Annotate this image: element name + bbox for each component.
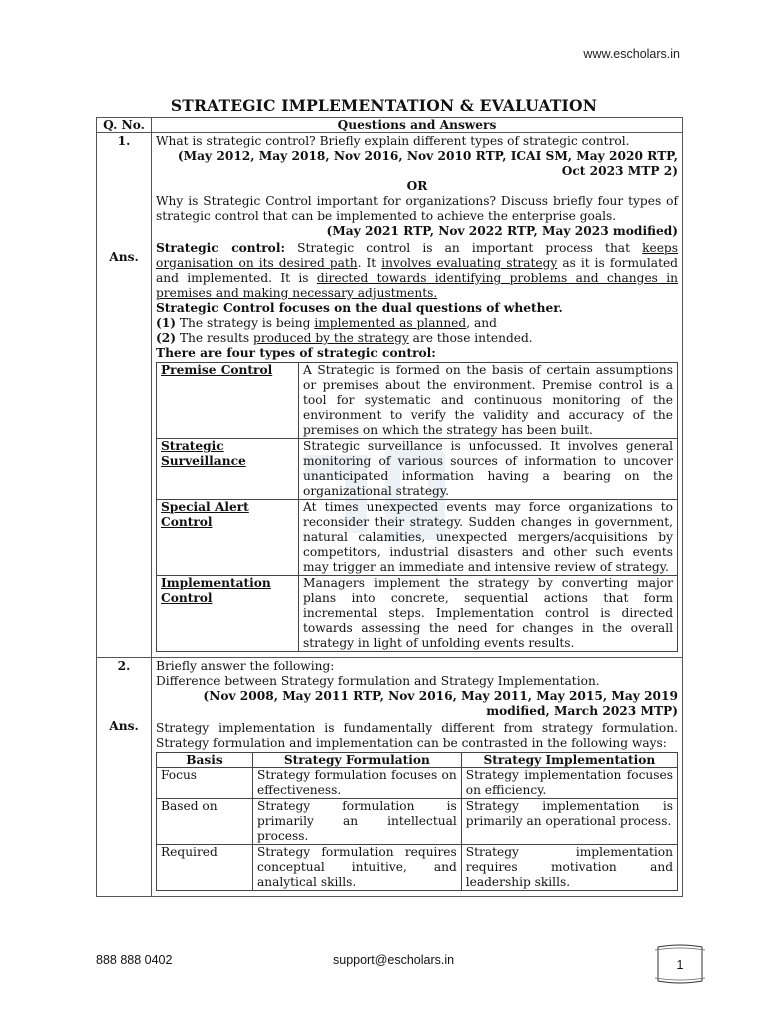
formulation-cell: Strategy formulation is primarily an intellectual process. (253, 799, 462, 845)
footer-email[interactable]: support@escholars.in (333, 953, 455, 967)
question-row-1 (97, 133, 683, 658)
table-row (157, 363, 678, 439)
basis-cell: Focus (157, 768, 253, 799)
control-type-desc: Managers implement the strategy by converting major plans into concrete, sequential actions that form incremental steps. Implementation control is directed towards assessing the need for changes in the overall strategy in light of unfolding events results. (299, 576, 678, 652)
point-number: (1) (156, 316, 177, 330)
column-header: Strategy Formulation (253, 753, 462, 768)
page-title: STRATEGIC IMPLEMENTATION & EVALUATION (170, 96, 598, 115)
qa-header: Questions and Answers (152, 118, 683, 133)
point-text: are those intended. (408, 331, 533, 345)
control-types-table (156, 362, 678, 652)
implementation-cell: Strategy implementation requires motivation and leadership skills. (461, 845, 677, 891)
question-reference: (May 2021 RTP, Nov 2022 RTP, May 2023 modified) (326, 224, 678, 238)
answer-highlight: keeps organisation on its desired path (156, 241, 678, 270)
or-separator: OR (406, 179, 428, 193)
footer-phone[interactable]: 888 888 0402 (96, 953, 173, 967)
types-heading: There are four types of strategic control: (156, 346, 436, 360)
answer-highlight: directed towards identifying problems and changes in premises and making necessary adjustments. (156, 271, 678, 300)
answer-term: Strategic control: (156, 241, 285, 255)
qa-table (96, 117, 683, 897)
ans-label: Ans. (109, 719, 139, 733)
answer-paragraph (156, 241, 678, 301)
control-type-desc: Strategic surveillance is unfocussed. It involves general monitoring of various sources of information to uncover unanticipated information having a bearing on the organizational strategy. (299, 439, 678, 500)
point-1 (156, 316, 678, 331)
question-reference: (Nov 2008, May 2011 RTP, Nov 2016, May 2011, May 2015, May 2019 modified, March 2023 MTP) (203, 689, 678, 718)
answer-paragraph: Strategy implementation is fundamentally different from strategy formulation. Strategy formulation and implementation can be contrasted in the following ways: (156, 721, 678, 750)
qa-cell (152, 133, 683, 658)
control-type-name: Strategic Surveillance (157, 439, 299, 500)
table-row (157, 768, 678, 799)
qno-cell (97, 658, 152, 897)
question-text: Why is Strategic Control important for organizations? Discuss briefly four types of strategic control that can be implemented to achieve the enterprise goals. (156, 194, 678, 223)
formulation-cell: Strategy formulation requires conceptual intuitive, and analytical skills. (253, 845, 462, 891)
table-row (157, 500, 678, 576)
column-header: Basis (157, 753, 253, 768)
question-number: 1. (117, 134, 131, 148)
website-url[interactable]: www.escholars.in (583, 47, 680, 61)
point-highlight: implemented as planned (314, 316, 467, 330)
focus-line: Strategic Control focuses on the dual questions of whether. (156, 301, 563, 315)
column-header: Strategy Implementation (461, 753, 677, 768)
point-number: (2) (156, 331, 177, 345)
answer-text: as it is formulated and implemented. It is (156, 256, 678, 285)
question-number: 2. (117, 659, 131, 673)
control-type-desc: At times unexpected events may force organizations to reconsider their strategy. Sudden changes in government, natural calamities, unexpected mergers/acquisitions by competitors, industrial disasters and other such events may trigger an immediate and intensive review of strategy. (299, 500, 678, 576)
point-text: The results (176, 331, 254, 345)
answer-text: . It (357, 256, 382, 270)
implementation-cell: Strategy implementation focuses on efficiency. (461, 768, 677, 799)
point-2 (156, 331, 678, 346)
formulation-cell: Strategy formulation focuses on effectiveness. (253, 768, 462, 799)
control-type-name: Premise Control (157, 363, 299, 439)
ans-label: Ans. (109, 250, 139, 264)
question-text: What is strategic control? Briefly explain different types of strategic control. (156, 134, 630, 148)
question-row-2 (97, 658, 683, 897)
point-text: , and (466, 316, 497, 330)
answer-text: Strategic control is an important process that (284, 241, 643, 255)
comparison-table (156, 752, 678, 891)
control-type-name: Special Alert Control (157, 500, 299, 576)
basis-cell: Required (157, 845, 253, 891)
qno-cell (97, 133, 152, 658)
table-row (157, 576, 678, 652)
qno-header: Q. No. (97, 118, 152, 133)
table-row (157, 799, 678, 845)
table-row (157, 845, 678, 891)
table-header-row (157, 753, 678, 768)
question-text: Briefly answer the following: (156, 659, 335, 673)
point-highlight: produced by the strategy (253, 331, 409, 345)
page-number: 1 (676, 958, 684, 972)
question-reference: (May 2012, May 2018, Nov 2016, Nov 2010 RTP, ICAI SM, May 2020 RTP, Oct 2023 MTP 2) (177, 149, 678, 178)
basis-cell: Based on (157, 799, 253, 845)
control-type-name: Implementation Control (157, 576, 299, 652)
implementation-cell: Strategy implementation is primarily an operational process. (461, 799, 677, 845)
table-row (157, 439, 678, 500)
qa-cell (152, 658, 683, 897)
control-type-desc: A Strategic is formed on the basis of certain assumptions or premises about the environment. Premise control is a tool for systematic and continuous monitoring of the environment to verify the validity and accuracy of the premises on which the strategy has been built. (299, 363, 678, 439)
answer-highlight: involves evaluating strategy (381, 256, 558, 270)
point-text: The strategy is being (176, 316, 315, 330)
question-text: Difference between Strategy formulation and Strategy Implementation. (156, 674, 600, 688)
